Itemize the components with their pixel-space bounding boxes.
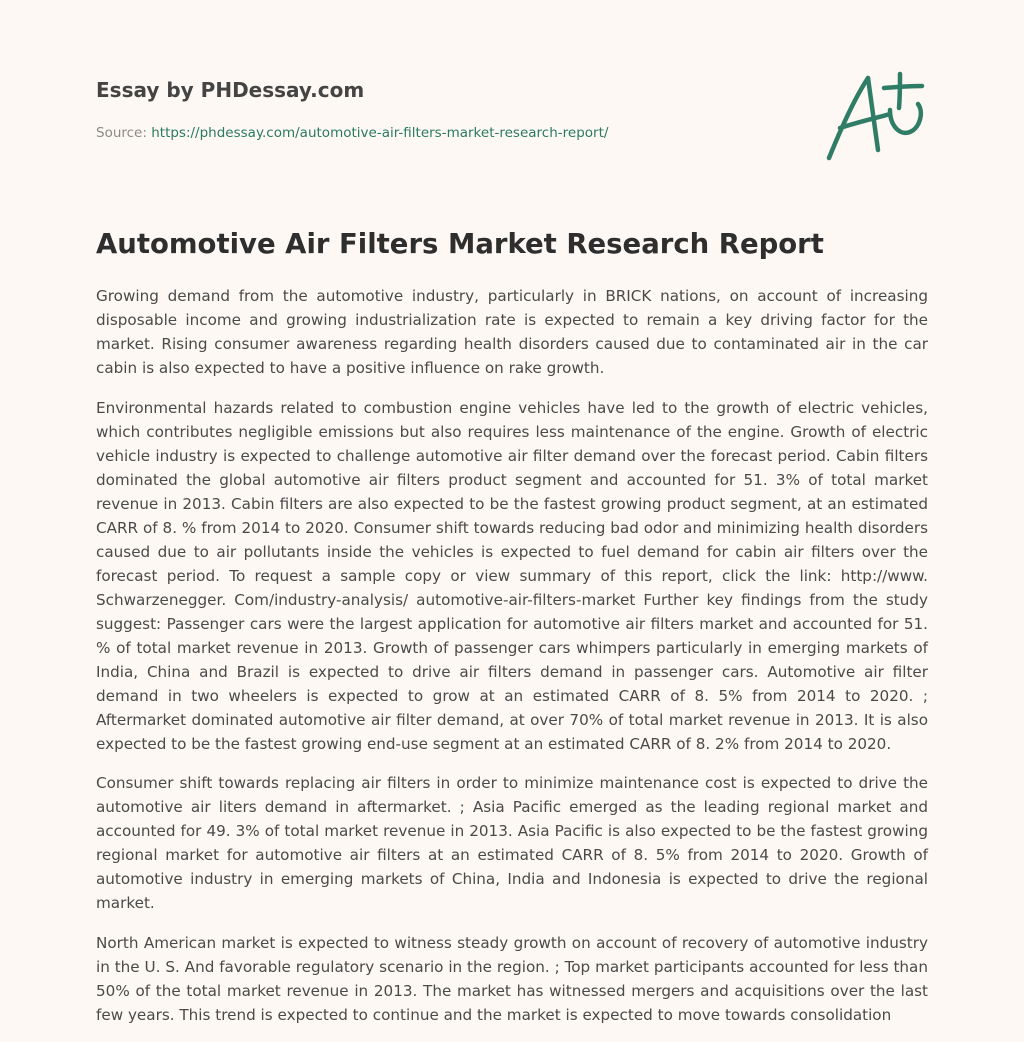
a-plus-grade-icon (820, 66, 930, 166)
paragraph: North American market is expected to witness steady growth on account of recovery of automotive industry in the U. S. And favorable regulatory scenario in the region. ; Top market participants accounted for less than 50% of the total market revenue in 2013. The market has witnessed mergers and acquisitions over the last few years. This trend is expected to continue and the market is expected to move towards consolidation (96, 933, 928, 1024)
source-label: Source: (96, 125, 147, 141)
article-body (96, 284, 928, 1042)
source-link[interactable]: https://phdessay.com/automotive-air-filters-market-research-report/ (151, 125, 609, 141)
article-title: Automotive Air Filters Market Research Report (96, 228, 824, 260)
source-line (96, 124, 796, 142)
paragraph: Environmental hazards related to combustion engine vehicles have led to the growth of electric vehicles, which contributes negligible emissions but also requires less maintenance of the engine. Growth of electric vehicle industry is expected to challenge automotive air filter demand over the forecast period. Cabin filters dominated the global automotive air filters product segment and accounted for 51. 3% of total market revenue in 2013. Cabin filters are also expected to be the fastest growing product segment, at an estimated CARR of 8. % from 2014 to 2020. Consumer shift towards reducing bad odor and minimizing health disorders caused due to air pollutants inside the vehicles is expected to fuel demand for cabin air filters over the forecast period. To request a sample copy or view summary of this report, click the link: http://www. Schwarzenegger. Com/industry-analysis/ automotive-air-filters-market Further key findings from the study suggest: Passenger cars were the largest application for automotive air filters market and accounted for 51. % of total market revenue in 2013. Growth of passenger cars whimpers particularly in emerging markets of India, China and Brazil is expected to drive air filters demand in passenger cars. Automotive air filter demand in two wheelers is expected to grow at an estimated CARR of 8. 5% from 2014 to 2020. ; Aftermarket dominated automotive air filter demand, at over 70% of total market revenue in 2013. It is also expected to be the fastest growing end-use segment at an estimated CARR of 8. 2% from 2014 to 2020. (96, 398, 928, 753)
site-brand: Essay by PHDessay.com (96, 78, 365, 102)
paragraph: Consumer shift towards replacing air filters in order to minimize maintenance cost is expected to drive the automotive air liters demand in aftermarket. ; Asia Pacific emerged as the leading regional market and accounted for 49. 3% of total market revenue in 2013. Asia Pacific is also expected to be the fastest growing regional market for automotive air filters at an estimated CARR of 8. 5% from 2014 to 2020. Growth of automotive industry in emerging markets of China, India and Indonesia is expected to drive the regional market. (96, 774, 928, 912)
paragraph: Growing demand from the automotive industry, particularly in BRICK nations, on account of increasing disposable income and growing industrialization rate is expected to remain a key driving factor for the market. Rising consumer awareness regarding health disorders caused due to contaminated air in the car cabin is also expected to have a positive influence on rake growth. (96, 287, 928, 377)
site-header (96, 78, 796, 142)
